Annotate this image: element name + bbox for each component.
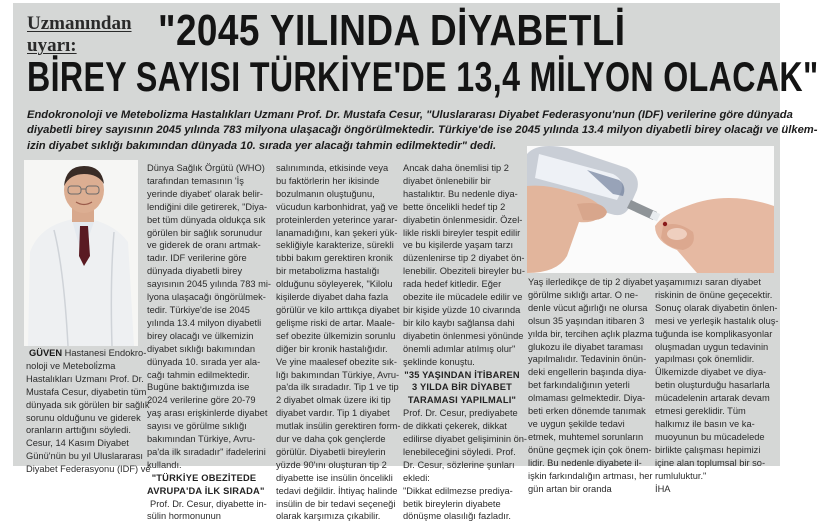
subheading-screening: 3 YILDA BİR DİYABET [411, 382, 513, 393]
text-line: rada hedef kitledir. Eğer [403, 279, 502, 290]
text-line: içine alan toplumsal bir so- [655, 457, 766, 468]
text-line: cağı tahmin edilmektedir. [147, 369, 250, 380]
text-line: etmek, muhtemel sorunların [528, 431, 644, 442]
text-line: betin oluşturduğu hasarlarla [655, 380, 770, 391]
text-line: bozulmanın oluştuğunu, [276, 188, 375, 199]
column-4 [403, 162, 528, 523]
text-line: Ancak daha önemlisi tip 2 [403, 163, 509, 173]
text-line: sekliğiyle karakterize, sürekli [276, 240, 394, 251]
text-line: bu faktörlerin her ikisinde [276, 175, 380, 186]
text-line: diyabet sıklığı bakımından [147, 343, 256, 354]
text-line: Günü'nün bu yıl Uluslararası [26, 451, 144, 462]
text-line: "Dikkat edilmezse prediya- [403, 485, 513, 496]
text-line: birlikte çalışması hepimizi [655, 444, 761, 455]
text-line: beti erken dönemde tanımak [528, 406, 646, 417]
text-line: muoyunun bu mücadelede [655, 431, 765, 442]
text-line: ve uygun şekilde tedavi [528, 418, 625, 429]
text-line: diğer bir kronik hastalığıdır. [276, 343, 388, 354]
subheading-obesity: AVRUPA'DA İLK SIRADA" [147, 485, 265, 496]
text-line: riskinin de önüne geçecektir. [655, 289, 773, 300]
text-line: dur ve daha çok gençlerde [276, 434, 386, 445]
text-line: de dikkati çekerek, dikkat [403, 421, 507, 432]
text-line: Sonuç olarak diyabetin önlen- [655, 302, 778, 313]
text-line: Cesur, 14 Kasım Diyabet [26, 438, 129, 449]
text-line: dünyada sık görülen bir sağlık [26, 399, 150, 410]
text-line: sülin hormonunun [147, 511, 221, 522]
text-line: diyabet vardır. Tip 1 diyabet [276, 408, 390, 419]
text-line: proteinlerden yeterince yarar- [276, 214, 398, 225]
text-line: oranların arttığını söyledi. [26, 425, 131, 436]
text-line: birey olacağı ve ülkemizin [147, 330, 254, 341]
text-line: tadır. IDF verilerine göre [147, 253, 247, 264]
text-line: görülme sıklığı artar. O ne- [528, 289, 639, 300]
lead-line: diyabetli birey sayısının 2045 yılında 783 milyona ulaşacağı öngörülmektedir. Türkiye'de ise 2045 yılında 13.4 milyon diyabetli birey olacağı ve ülkem- [27, 124, 818, 137]
text-line: bir kişide yüzde 10 civarında [403, 304, 521, 315]
text-line: olduğunu söyleyerek, "Kilolu [276, 279, 393, 290]
text-line: diyabetin önlenmesi yönünde [403, 330, 524, 341]
text-line: etmesi gereklidir. Tüm [655, 406, 746, 417]
text-line: edilirse diyabet gelişiminin ön- [403, 434, 528, 445]
text-line: bir metabolizma hastalığı [276, 266, 380, 277]
doctor-portrait-icon [24, 160, 138, 346]
text-line: şeklinde konuştu. [403, 356, 475, 367]
text-line: yerinde diyabet' olarak belir- [147, 188, 263, 199]
glucose-test-photo [527, 146, 774, 273]
text-line: tarafından temasının 'İş [147, 175, 244, 186]
headline-line-1: "2045 YILINDA DİYABETLİ [158, 6, 626, 55]
text-line: yılda bir, tercihen açlık plazma [528, 328, 653, 339]
text-line: gün artan bir oranda [528, 483, 612, 494]
text-line: yaş arası erişkinlerde diyabet [147, 408, 268, 419]
text-line: Dr. Cesur, sözlerine şunları [403, 459, 515, 470]
doctor-photo [24, 160, 138, 346]
text-line: hastalıktır. Bu nedenle diya- [403, 188, 518, 199]
text-line: ve bu kişilerde yaşam tarzı [403, 240, 514, 251]
text-line: önemli adımlar atılmış olur" [403, 343, 516, 354]
text-line: görülen bir sağlık sorunudur [147, 227, 263, 238]
text-line: vücudun karbonhidrat, yağ ve [276, 201, 398, 212]
subheading-screening: TARAMASI YAPILMALI" [407, 395, 517, 406]
text-line: glukozu ile diyabet taraması [528, 341, 644, 352]
column-5 [528, 276, 653, 495]
text-line: görülür. Diyabetli bireylerin [276, 446, 386, 457]
text-line: Ve yine maalesef obezite sık- [276, 356, 397, 367]
text-line: tuğunda ise komplikasyonlar [655, 328, 773, 339]
kicker-line-2: uyarı: [27, 35, 77, 56]
text-line: yılında 13.4 milyon diyabetli [147, 317, 262, 328]
lead-line: izin diyabet sıklığı bakımından dünyada 10. sırada yer alacağı tahmin edilmektedir" dedi. [27, 139, 497, 152]
text-line: lendiğini dile getirerek, "Diya- [147, 201, 268, 212]
text-line: lyona ulaşacağı öngörülmek- [147, 292, 266, 303]
text-line: oluşmadan uygun tedavinin [655, 341, 769, 352]
text-line: lanamadığını, kan şekeri yük- [276, 227, 398, 238]
text-line: lenebilir. Obeziteli bireyler bu- [403, 266, 525, 277]
text-line: noloji ve Meteboli̇zma [26, 360, 116, 371]
text-line: lenebileceğini söyledi. Prof. [403, 446, 516, 457]
text-line: deki engellerin başında diya- [528, 367, 647, 378]
text-line: bette öncelikli hedef tip 2 [403, 201, 506, 212]
subheading-obesity: "TÜRKİYE OBEZİTEDE [151, 472, 257, 483]
text-line: yüzde 90'ını oluşturan tip 2 [276, 459, 387, 470]
glucose-meter-icon [527, 146, 774, 273]
column-2 [147, 162, 272, 523]
text-line: işkin farkındalığın artması, her [528, 470, 653, 481]
kicker [27, 13, 142, 57]
text-line: insülin de bir tedavi seçeneği [276, 498, 396, 509]
text-line: 2 diyabet olmak üzere iki tip [276, 395, 391, 406]
text-line: sayısının 2045 yılında 783 mi- [147, 279, 272, 290]
text-line: gelişme riski de artar. Maale- [276, 317, 395, 328]
text-line: olarak karşımıza çıkabilir. [276, 511, 381, 522]
text-line: yaşamımızı saran diyabet [655, 277, 761, 287]
lead-line: Endokronoloji ve Metebolizma Hastalıkları Uzmanı Prof. Dr. Mustafa Cesur, "Uluslararası Diyabet Federasyonu'nun (IDF) verilerine göre dünyada [27, 109, 793, 121]
text-line: olmaması gelmektedir. Diya- [528, 393, 646, 404]
text-line: Dünya Sağlık Örgütü (WHO) [147, 163, 265, 173]
text-line: sorunu olduğunu ve giderek [26, 412, 141, 423]
column-6 [655, 276, 779, 495]
text-line: Yaş ilerledikçe de tip 2 diyabet [528, 277, 653, 287]
column-3 [276, 162, 401, 523]
text-line: bet tüm dünyada oldukça sık [147, 214, 266, 225]
headline-line-2: BİREY SAYISI TÜRKİYE'DE 13,4 MİLYON OLACAK" [27, 53, 819, 100]
text-line: rumluluktur." [655, 470, 707, 481]
text-line: sef obezite ülkemizin sorunlu [276, 330, 396, 341]
text-line: 2024 verilerine göre 20-79 [147, 395, 256, 406]
text-line: Bugüne baktığımızda ise [147, 382, 250, 393]
text-line: Prof. Dr. Cesur, prediyabete [403, 408, 518, 419]
text-line: önüne geçmek için çok önem- [528, 444, 652, 455]
text-line: halkımız ile basın ve ka- [655, 418, 755, 429]
text-line: kullandı. [147, 459, 182, 470]
text-line: Prof. Dr. Cesur, diyabette in- [150, 498, 267, 509]
text-line: pa'da ilk sıradadır. Tip 1 ve tip [276, 382, 399, 393]
text-line: mutlak insülin gerektiren form- [276, 421, 401, 432]
text-line: Ülkemizde diyabet ve diya- [655, 367, 767, 378]
kicker-line-1: Uzmanından [27, 13, 132, 34]
text-line: yapılması çok önemlidir. [655, 354, 755, 365]
text-line: salınımında, etkisinde veya [276, 163, 389, 173]
text-line: Mustafa Cesur, diyabetin tüm [26, 386, 147, 397]
text-line: lığı bakımından Türkiye, Avru- [276, 369, 400, 380]
text-line: betik bireylerin diyabete [403, 498, 501, 509]
text-line: sayısı ve görülme sıklığı [147, 421, 247, 432]
news-agency-credit: İHA [655, 483, 671, 494]
text-line: diyabette ise insülin öncelikli [276, 472, 393, 483]
text-line: diyabetin önlenmesidir. Özel- [403, 214, 523, 225]
text-line: Diyabet Federasyonu (IDF) ve [26, 464, 151, 475]
text-line: tedir. Türkiye'de ise 2045 [147, 304, 250, 315]
text-line: görülür ve kilo arttıkça diyabet [276, 304, 400, 315]
text-line: dünyada diyabetli birey [147, 266, 243, 277]
hospital-name: GÜVEN [29, 348, 63, 358]
text-line: düzenlenirse tip 2 diyabet ön- [403, 253, 525, 264]
text-line: yapılmalıdır. Tedavinin önün- [528, 354, 647, 365]
subheading-screening: "35 YAŞINDAN İTİBAREN [404, 369, 520, 380]
text-line: mesi ve yerleşik hastalık oluş- [655, 315, 779, 326]
text-line: bet farkındalığının yeterli [528, 380, 630, 391]
text-line: obezite ile mücadele edilir ve [403, 292, 523, 303]
text-line: bakımından Türkiye, Avru- [147, 434, 256, 445]
text-line: lidir. Bu nedenle diyabete il- [528, 457, 642, 468]
text-line: bir kilo kaybı sağlansa dahi [403, 317, 515, 328]
text-line: ve giderek de oranı artmak- [147, 240, 261, 251]
text-line: dönüşme olasılığı fazladır. [403, 511, 512, 522]
text-line: kişilerde diyabet daha fazla [276, 292, 389, 303]
text-line: denle vücut ağırlığı ne olursa [528, 302, 648, 313]
text-line: pa'da ilk sıradadır" ifadelerini [147, 446, 266, 457]
text-line: likle riskli bireyler tespit edilir [403, 227, 521, 238]
text-line: Hastalıkları Uzmanı Prof. Dr. [26, 373, 144, 384]
text-line: dünyada 10. sırada yer ala- [147, 356, 261, 367]
text-line: ekledi: [403, 472, 430, 483]
text-line: tıbbi bakım gerektiren kronik [276, 253, 393, 264]
text-line: olsun 35 yaşından itibaren 3 [528, 315, 645, 326]
column-1 [26, 347, 151, 476]
text-line: mücadelenin artarak devam [655, 393, 770, 404]
text-line: GÜVEN Hastanesi Endokro- [29, 348, 147, 358]
text-line: diyabet önlenebilir bir [403, 175, 491, 186]
text-line: tedavi değildir. İhtiyaç halinde [276, 485, 398, 496]
